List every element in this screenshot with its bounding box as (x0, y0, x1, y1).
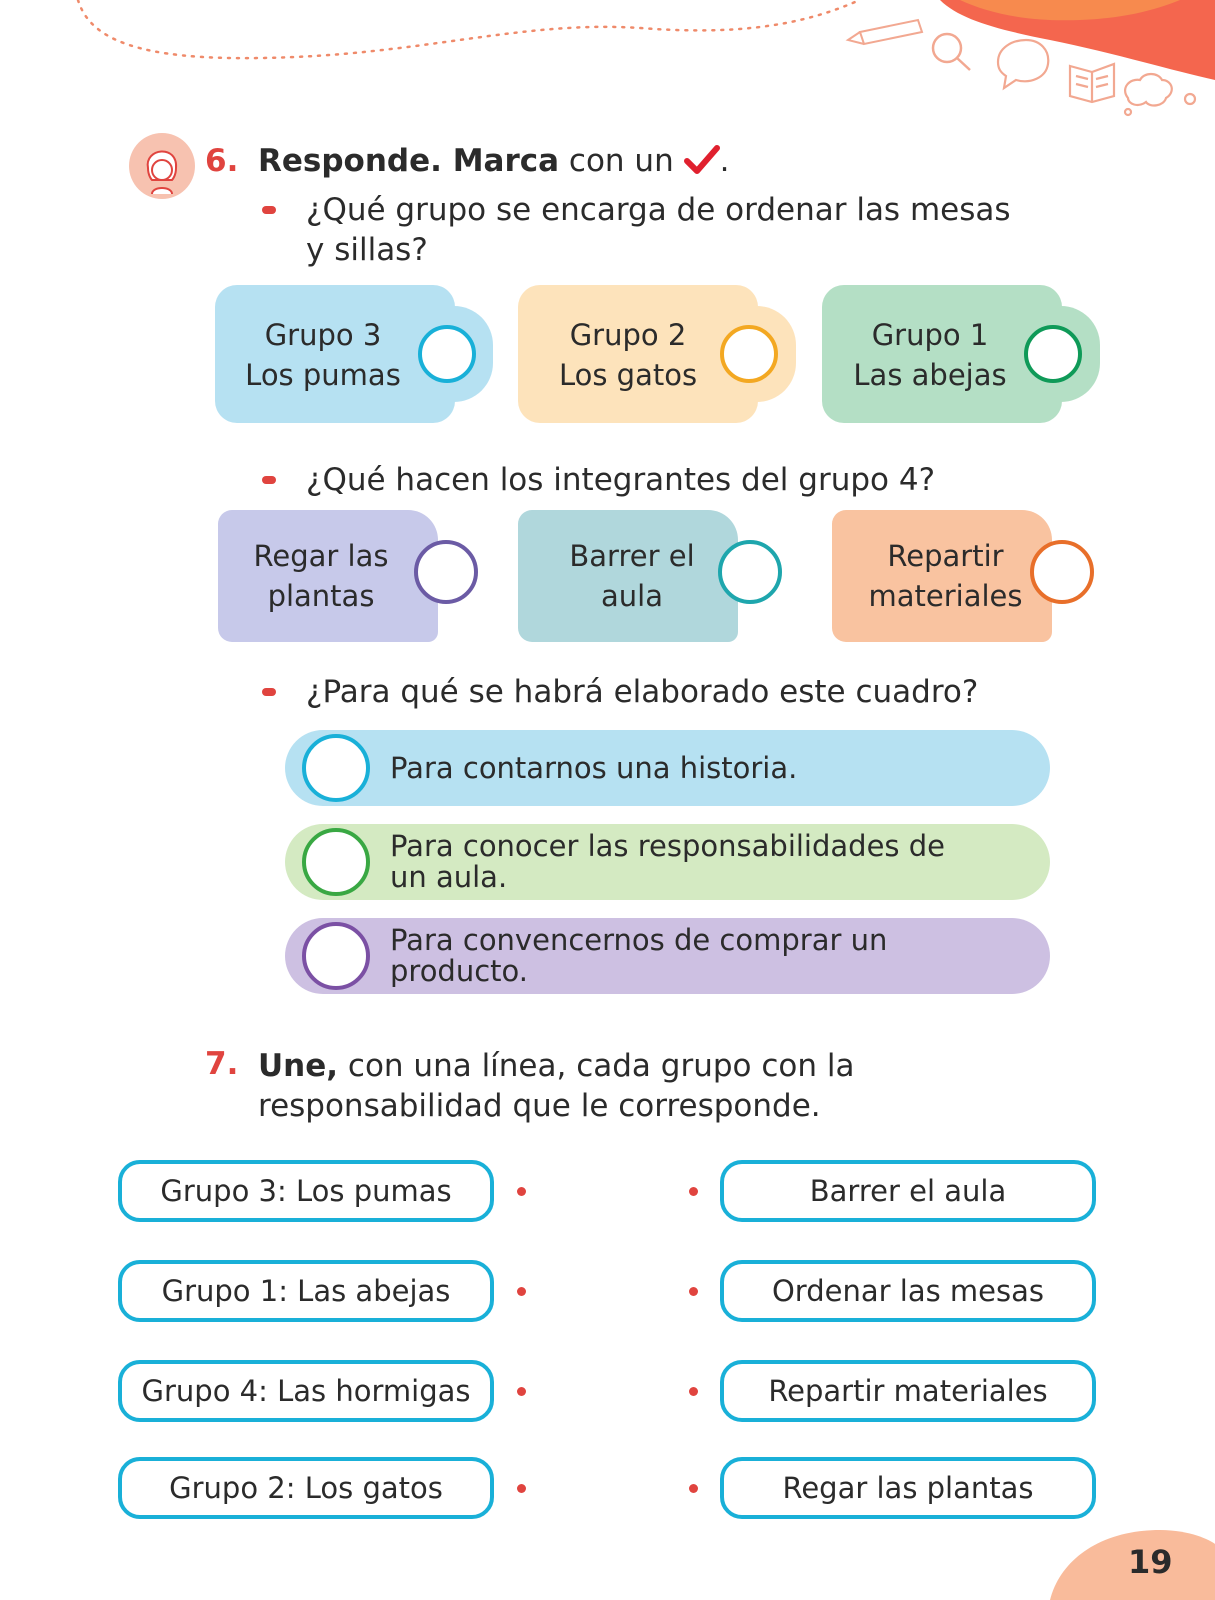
pencil-icon (848, 20, 922, 44)
wave-line2: aula (601, 579, 663, 613)
tag-line1: Grupo 1 (871, 318, 989, 352)
subquestion-1-line1: ¿Qué grupo se encarga de ordenar las mesas (306, 192, 1011, 228)
match-dot-right[interactable] (689, 1484, 698, 1493)
match-left-2[interactable]: Grupo 1: Las abejas (118, 1260, 494, 1322)
bullet (262, 206, 276, 214)
answer-circle[interactable] (302, 922, 370, 990)
bullet (262, 476, 276, 484)
tag-text (835, 315, 1025, 395)
subquestion-3: ¿Para qué se habrá elaborado este cuadro? (306, 674, 979, 710)
match-dot-left[interactable] (517, 1187, 526, 1196)
match-left-4[interactable]: Grupo 2: Los gatos (118, 1457, 494, 1519)
pill-line1: Para convencernos de comprar un (390, 923, 888, 957)
wave-line2: materiales (868, 579, 1023, 613)
pill-line2: producto. (390, 954, 528, 988)
match-dot-right[interactable] (689, 1287, 698, 1296)
answer-circle[interactable] (1024, 325, 1082, 383)
wave-text (848, 536, 1043, 616)
question-period: . (719, 143, 730, 179)
question-number: 6. (205, 143, 239, 179)
answer-circle[interactable] (1030, 540, 1094, 604)
question-title (258, 1046, 854, 1126)
match-dot-left[interactable] (517, 1387, 526, 1396)
answer-circle[interactable] (418, 325, 476, 383)
answer-circle[interactable] (720, 325, 778, 383)
tag-text (533, 315, 723, 395)
question-instruction: Une, (258, 1048, 339, 1084)
subquestion-2: ¿Qué hacen los integrantes del grupo 4? (306, 462, 936, 498)
match-right-4[interactable]: Regar las plantas (720, 1457, 1096, 1519)
question-instruction-line2: responsabilidad que le corresponde. (258, 1088, 821, 1124)
subquestion-1-line2: y sillas? (306, 232, 428, 268)
tag-line2: Las abejas (853, 358, 1007, 392)
match-dot-left[interactable] (517, 1484, 526, 1493)
subquestion-1 (306, 190, 1011, 270)
match-left-1[interactable]: Grupo 3: Los pumas (118, 1160, 494, 1222)
header-decoration (0, 0, 1215, 130)
magnifier-icon (933, 34, 970, 70)
question-instruction-rest: con un (568, 143, 674, 179)
question-instruction-rest: con una línea, cada grupo con la (347, 1048, 855, 1084)
wave-text (537, 536, 727, 616)
match-dot-left[interactable] (517, 1287, 526, 1296)
question-number: 7. (205, 1046, 239, 1082)
question-instruction: Responde. Marca (258, 143, 560, 179)
thought-cloud-icon (1125, 74, 1195, 115)
match-dot-right[interactable] (689, 1387, 698, 1396)
match-right-2[interactable]: Ordenar las mesas (720, 1260, 1096, 1322)
tag-line2: Los gatos (558, 358, 698, 392)
match-right-3[interactable]: Repartir materiales (720, 1360, 1096, 1422)
answer-circle[interactable] (302, 734, 370, 802)
pill-line1: Para conocer las responsabilidades de (390, 829, 945, 863)
match-dot-right[interactable] (689, 1187, 698, 1196)
question-title (258, 143, 729, 179)
wave-text (226, 536, 416, 616)
answer-circle[interactable] (414, 540, 478, 604)
tag-line2: Los pumas (245, 358, 401, 392)
tag-line1: Grupo 2 (569, 318, 687, 352)
match-right-1[interactable]: Barrer el aula (720, 1160, 1096, 1222)
pill-text (390, 753, 1040, 784)
pill-text (390, 925, 1040, 987)
match-left-3[interactable]: Grupo 4: Las hormigas (118, 1360, 494, 1422)
tag-text (228, 315, 418, 395)
pill-line2: un aula. (390, 860, 508, 894)
book-icon (1070, 64, 1114, 102)
pill-line1: Para contarnos una historia. (390, 751, 798, 785)
wave-line1: Barrer el (569, 539, 695, 573)
answer-circle[interactable] (302, 828, 370, 896)
tag-line1: Grupo 3 (264, 318, 382, 352)
answer-circle[interactable] (718, 540, 782, 604)
dotted-path (78, 0, 855, 58)
wave-line2: plantas (267, 579, 375, 613)
checkmark-icon (684, 145, 720, 175)
student-avatar-icon (128, 132, 196, 200)
wave-line1: Repartir (887, 539, 1004, 573)
speech-bubble-icon (998, 40, 1048, 88)
pill-text (390, 831, 1040, 893)
page-number: 19 (1128, 1543, 1173, 1581)
wave-line1: Regar las (253, 539, 389, 573)
bullet (262, 688, 276, 696)
